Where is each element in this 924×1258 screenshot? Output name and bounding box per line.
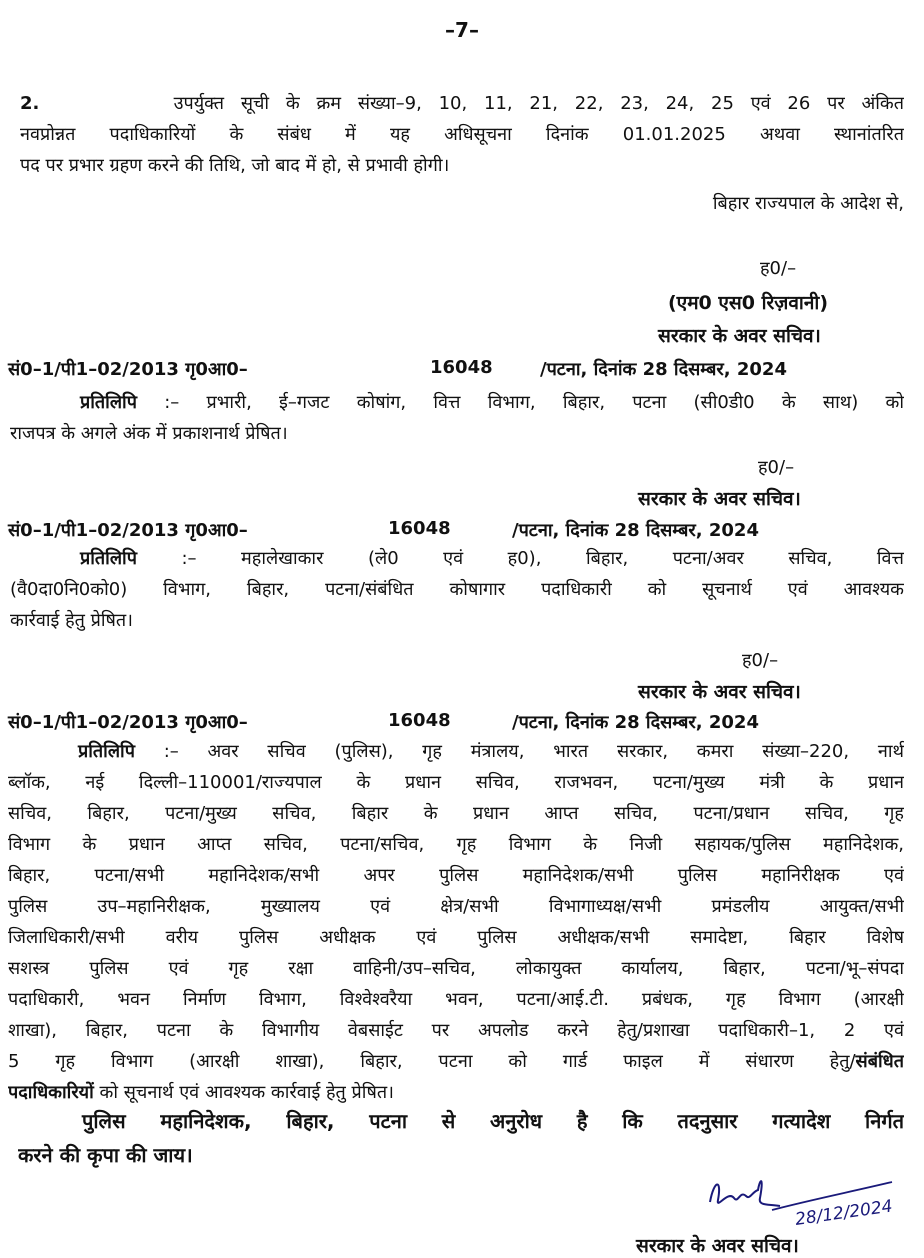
governor-order-line: बिहार राज्यपाल के आदेश से, [712, 193, 904, 214]
designation-1: सरकार के अवर सचिव। [658, 325, 821, 347]
page-number: –7– [445, 18, 479, 42]
paragraph-2-line-1: 2. उपर्युक्त सूची के क्रम संख्या–9, 10, 11, 21, 22, 23, 24, 25 एवं 26 पर अंकित [20, 93, 904, 114]
memo-3-body: प्रतिलिपि :– अवर सचिव (पुलिस), गृह मंत्रालय, भारत सरकार, कमरा संख्या–220, नार्थ ब्लॉक, नई दिल्ली–110001/राज्यपाल के प्रधान सचिव, राजभवन, पटना/मुख्य मंत्री के प्रधान सचिव, बिहार, पटना/मुख्य सचिव, बिहार के प्रधान आप्त सचिव, पटना/प्रधान सचिव, गृह विभाग के प्रधान आप्त सचिव, पटना/सचिव, गृह विभाग के निजी सहायक/पुलिस महानिदेशक, बिहार, पटना/सभी महानिदेशक/सभी अपर पुलिस महानिदेशक/सभी पुलिस महानिरीक्षक एवं पुलिस उप–महानिरीक्षक, मुख्यालय एवं क्षेत्र/सभी विभागाध्यक्ष/सभी प्रमंडलीय आयुक्त/सभी जिलाधिकारी/सभी वरीय पुलिस अधीक्षक एवं पुलिस अधीक्षक/सभी समादेष्टा, बिहार विशेष सशस्त्र पुलिस एवं गृह रक्षा वाहिनी/उप–सचिव, लोकायुक्त कार्यालय, बिहार, पटना/भू–संपदा पदाधिकारी, भवन निर्माण विभाग, विश्वेश्वरैया भवन, पटना/आई.टी. प्रबंधक, गृह विभाग (आरक्षी शाखा), बिहार, पटना के विभागीय वेबसाईट पर अपलोड करने हेतु/प्रशाखा पदाधिकारी–1, 2 एवं 5 गृह विभाग (आरक्षी शाखा), बिहार, पटना को गार्ड फाइल में संधारण हेतु/संबंधित पदाधिकारियों को सूचनार्थ एवं आवश्यक कार्रवाई हेतु प्रेषित। [8, 741, 904, 1103]
memo-2-body: प्रतिलिपि :– महालेखाकार (ले0 एवं ह0), बिहार, पटना/अवर सचिव, वित्त (वै0दा0नि0को0) विभाग, बिहार, पटना/संबंधित कोषागार पदाधिकारी को सूचनार्थ एवं आवश्यक कार्रवाई हेतु प्रेषित। [10, 548, 904, 631]
designation-3: सरकार के अवर सचिव। [638, 681, 801, 703]
paragraph-2-line-2: नवप्रोन्नत पदाधिकारियों के संबंध में यह अधिसूचना दिनांक 01.01.2025 अथवा स्थानांतरित [20, 124, 904, 145]
paragraph-2-line-3: पद पर प्रभार ग्रहण करने की तिथि, जो बाद में हो, से प्रभावी होगी। [20, 155, 450, 176]
memo-1-body: प्रतिलिपि :– प्रभारी, ई–गजट कोषांग, वित्त विभाग, बिहार, पटना (सी0डी0 के साथ) को राजपत्र के अगले अंक में प्रकाशनार्थ प्रेषित। [10, 392, 904, 444]
designation-2: सरकार के अवर सचिव। [638, 488, 801, 510]
memo-2-ref-date: /पटना, दिनांक 28 दिसम्बर, 2024 [512, 520, 759, 541]
signed-mark-2: ह0/– [758, 457, 795, 478]
memo-2-ref-number: 16048 [388, 518, 451, 539]
memo-1-ref-number: 16048 [430, 357, 493, 378]
memo-1-ref-date: /पटना, दिनांक 28 दिसम्बर, 2024 [540, 359, 787, 380]
copy-label-3: प्रतिलिपि [78, 741, 135, 762]
memo-1-ref-left: सं0–1/पी1–02/2013 गृ0आ0– [8, 359, 248, 380]
memo-3-ref-number: 16048 [388, 710, 451, 731]
copy-label-2: प्रतिलिपि [80, 548, 137, 569]
signed-mark-3: ह0/– [742, 650, 779, 671]
signature-date: 28/12/2024 [793, 1196, 894, 1230]
handwritten-signature [700, 1170, 900, 1240]
officer-name: (एम0 एस0 रिज़वानी) [668, 292, 828, 314]
paragraph-2 [20, 88, 904, 181]
memo-3-ref-left: सं0–1/पी1–02/2013 गृ0आ0– [8, 712, 248, 733]
signed-mark-1: ह0/– [760, 258, 797, 279]
memo-2-ref-left: सं0–1/पी1–02/2013 गृ0आ0– [8, 520, 248, 541]
paragraph-number: 2. [20, 93, 40, 114]
memo-3-ref-date: /पटना, दिनांक 28 दिसम्बर, 2024 [512, 712, 759, 733]
request-paragraph: पुलिस महानिदेशक, बिहार, पटना से अनुरोध है कि तदनुसार गत्यादेश निर्गत करने की कृपा की जाय। [18, 1109, 904, 1167]
designation-final: सरकार के अवर सचिव। [636, 1235, 799, 1257]
copy-label-1: प्रतिलिपि [80, 392, 137, 413]
